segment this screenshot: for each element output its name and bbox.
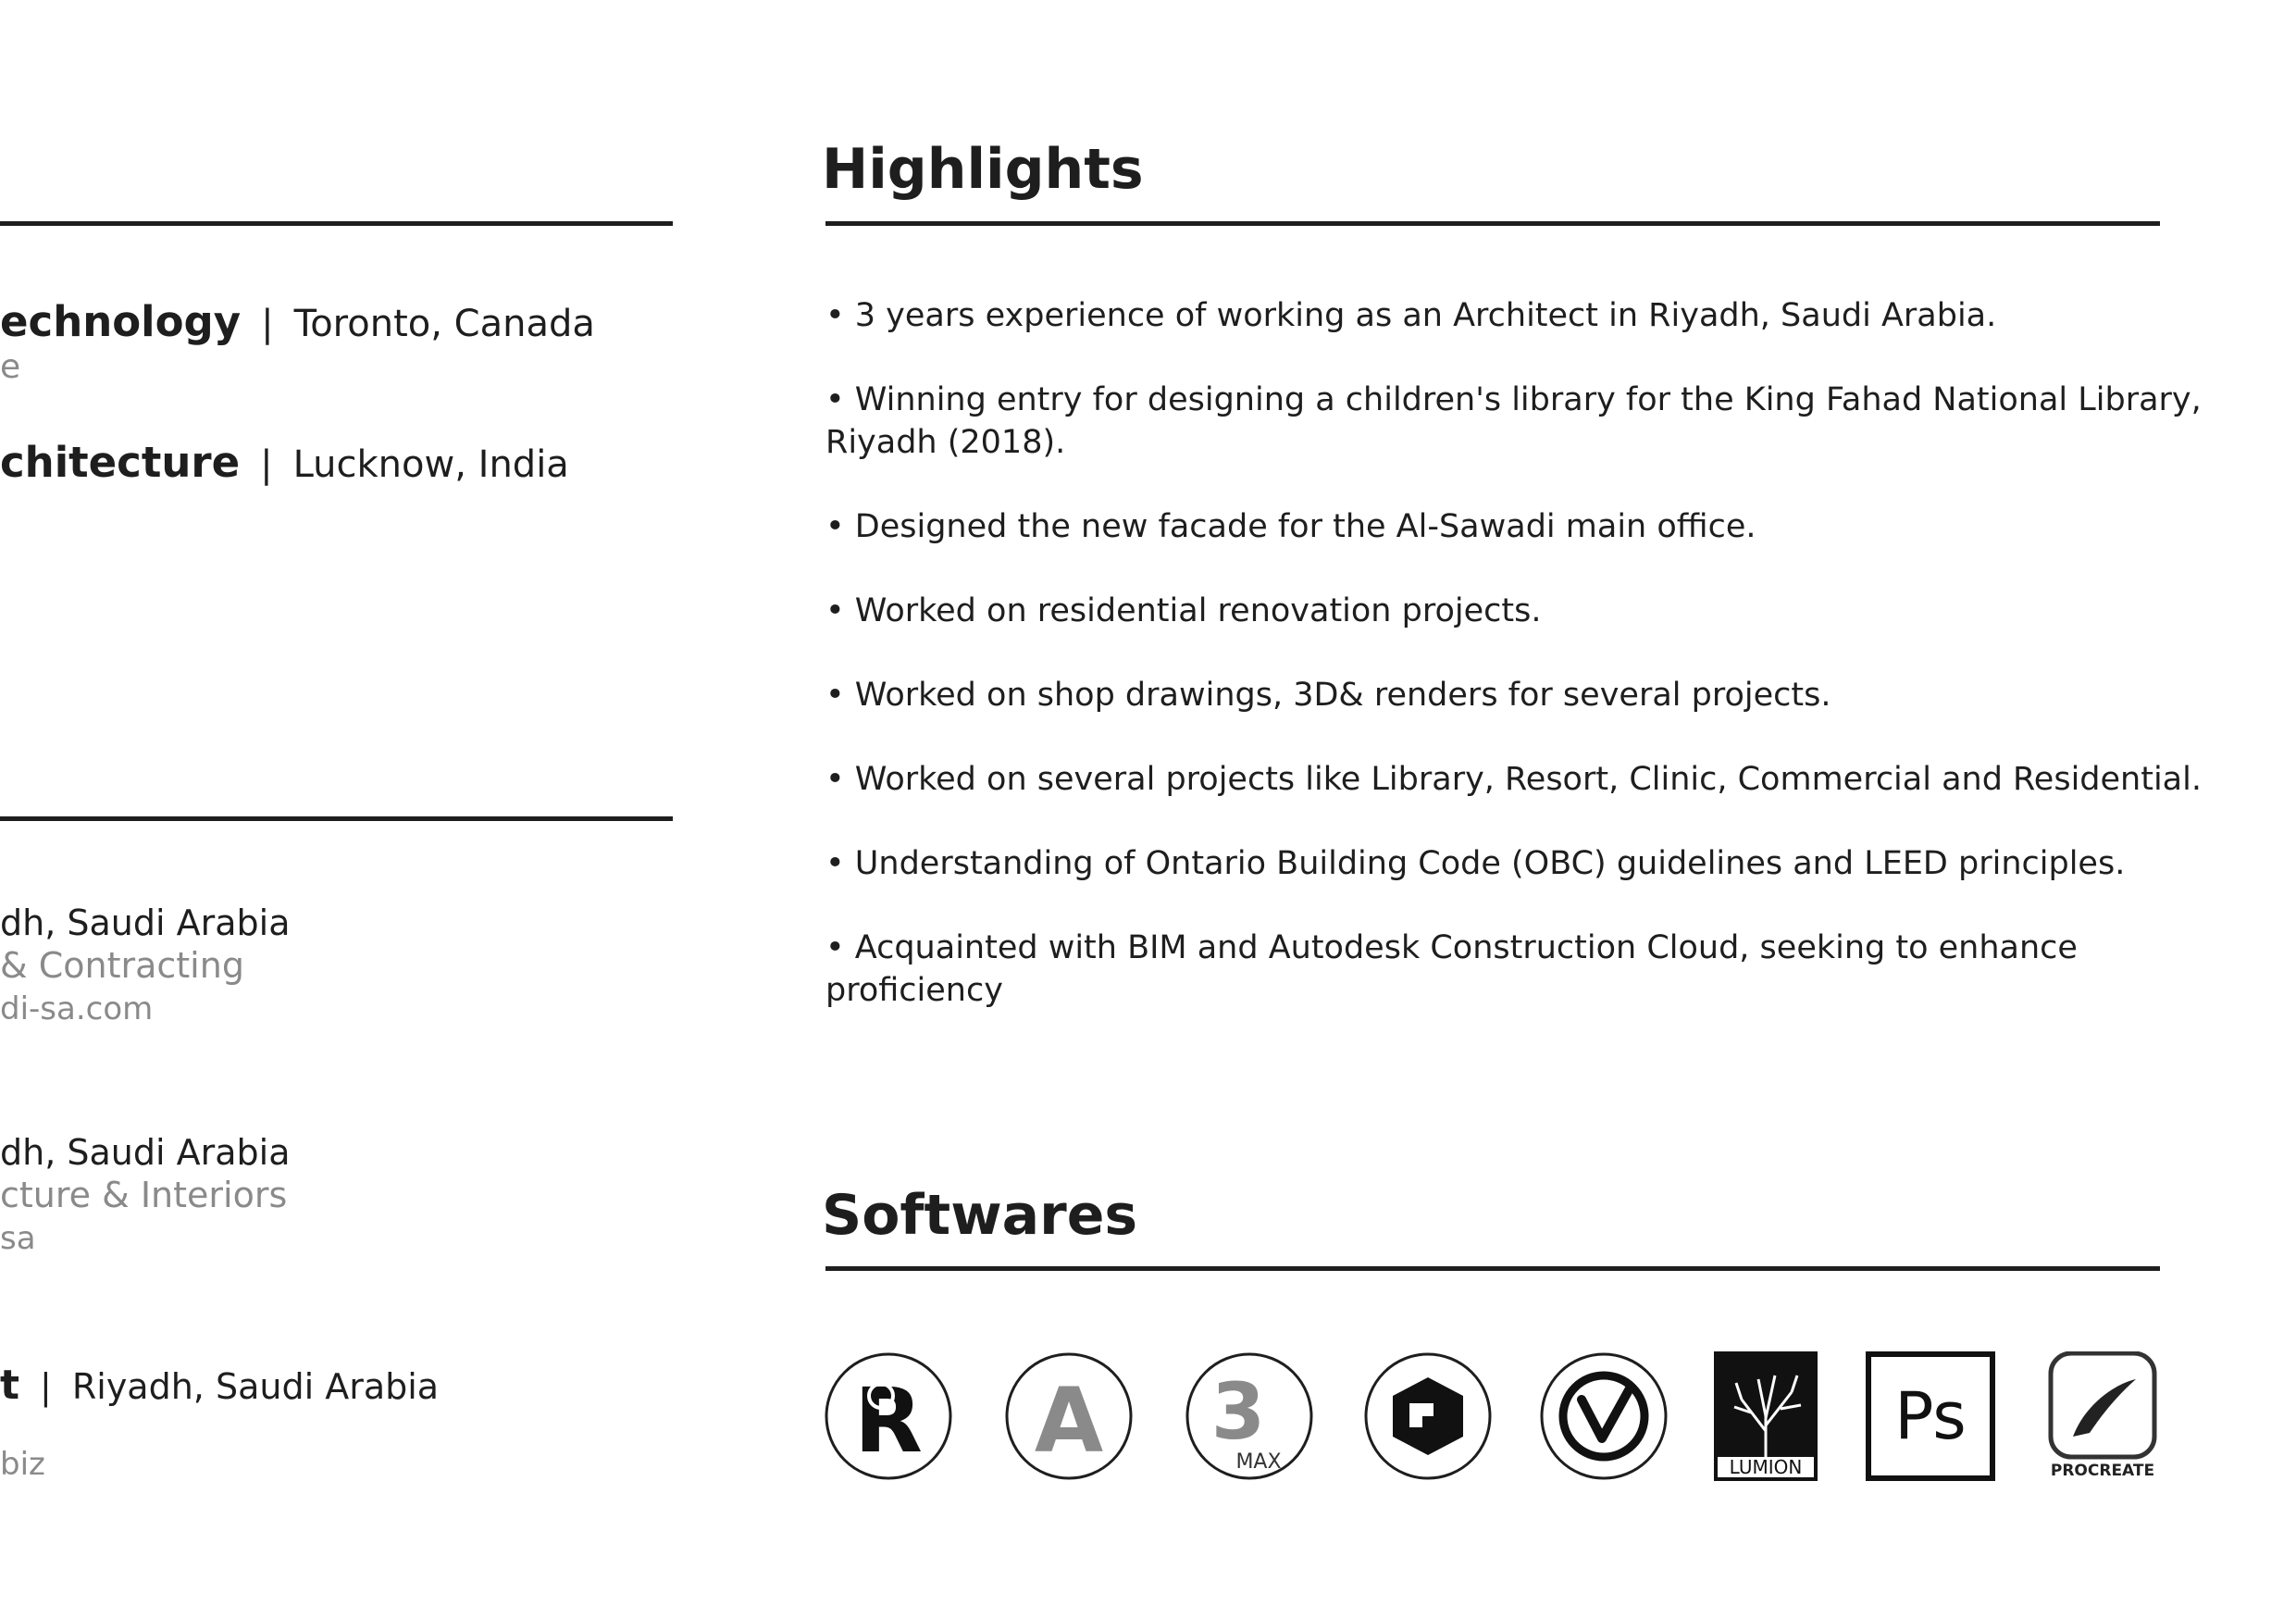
softwares-title: Softwares xyxy=(822,1183,1138,1248)
highlights-divider xyxy=(825,221,2160,226)
education-location-2: Lucknow, India xyxy=(292,443,569,486)
vray-icon xyxy=(1539,1351,1669,1481)
highlight-item: • Acquainted with BIM and Autodesk Construction Cloud, seeking to enhance proficiency xyxy=(825,929,2078,1009)
education-divider xyxy=(0,221,673,226)
sketchup-icon xyxy=(1363,1351,1493,1481)
autocad-icon xyxy=(1004,1351,1134,1481)
highlight-item: • Worked on residential renovation projects. xyxy=(825,592,1542,629)
revit-letter: R xyxy=(854,1369,923,1473)
3dsmax-letter: 3 xyxy=(1210,1366,1266,1457)
software-icons xyxy=(824,1351,2166,1490)
experience-location-3: Riyadh, Saudi Arabia xyxy=(71,1366,440,1407)
experience-entry-3 xyxy=(0,1362,439,1409)
photoshop-icon xyxy=(1866,1351,1995,1481)
3dsmax-icon xyxy=(1185,1351,1314,1481)
photoshop-letter: Ps xyxy=(1894,1378,1967,1454)
procreate-icon xyxy=(2047,1351,2158,1481)
experience-divider xyxy=(0,816,673,821)
education-location-1: Toronto, Canada xyxy=(293,303,595,345)
highlight-item: • Worked on shop drawings, 3D& renders for several projects. xyxy=(825,677,1831,714)
separator: | xyxy=(40,1366,52,1407)
revit-icon xyxy=(824,1351,953,1481)
highlight-item: • Worked on several projects like Library, Resort, Clinic, Commercial and Residential. xyxy=(825,761,2202,798)
experience-location-2: dh, Saudi Arabia xyxy=(0,1132,291,1173)
highlights-title: Highlights xyxy=(822,137,1144,202)
autocad-letter: A xyxy=(1034,1369,1104,1473)
highlight-item: • Winning entry for designing a children's library for the King Fahad National Library, Riyadh (2018). xyxy=(825,381,2202,461)
3dsmax-caption: MAX xyxy=(1235,1450,1282,1474)
education-entry-1 xyxy=(0,297,595,346)
education-sub-1: e xyxy=(0,348,21,386)
highlight-item: • Understanding of Ontario Building Code (OBC) guidelines and LEED principles. xyxy=(825,845,2126,882)
education-entry-2 xyxy=(0,438,569,487)
highlight-item: • 3 years experience of working as an Architect in Riyadh, Saudi Arabia. xyxy=(825,297,1997,334)
experience-company-1: & Contracting xyxy=(0,945,244,986)
highlight-item: • Designed the new facade for the Al-Sawadi main office. xyxy=(825,508,1756,545)
procreate-caption: PROCREATE xyxy=(2050,1462,2155,1480)
lumion-icon xyxy=(1714,1351,1818,1481)
highlights-list xyxy=(825,294,2204,1053)
education-title-2: chitecture xyxy=(0,438,241,487)
separator: | xyxy=(261,303,274,345)
separator: | xyxy=(260,443,273,486)
experience-url-1[interactable]: di-sa.com xyxy=(0,990,154,1027)
experience-url-3[interactable]: biz xyxy=(0,1446,45,1483)
experience-company-2: cture & Interiors xyxy=(0,1175,288,1215)
experience-location-1: dh, Saudi Arabia xyxy=(0,902,291,943)
softwares-divider xyxy=(825,1266,2160,1271)
experience-title-3: t xyxy=(0,1362,20,1409)
lumion-caption: LUMION xyxy=(1729,1456,1803,1478)
experience-url-2[interactable]: sa xyxy=(0,1220,36,1257)
education-title-1: echnology xyxy=(0,297,242,346)
